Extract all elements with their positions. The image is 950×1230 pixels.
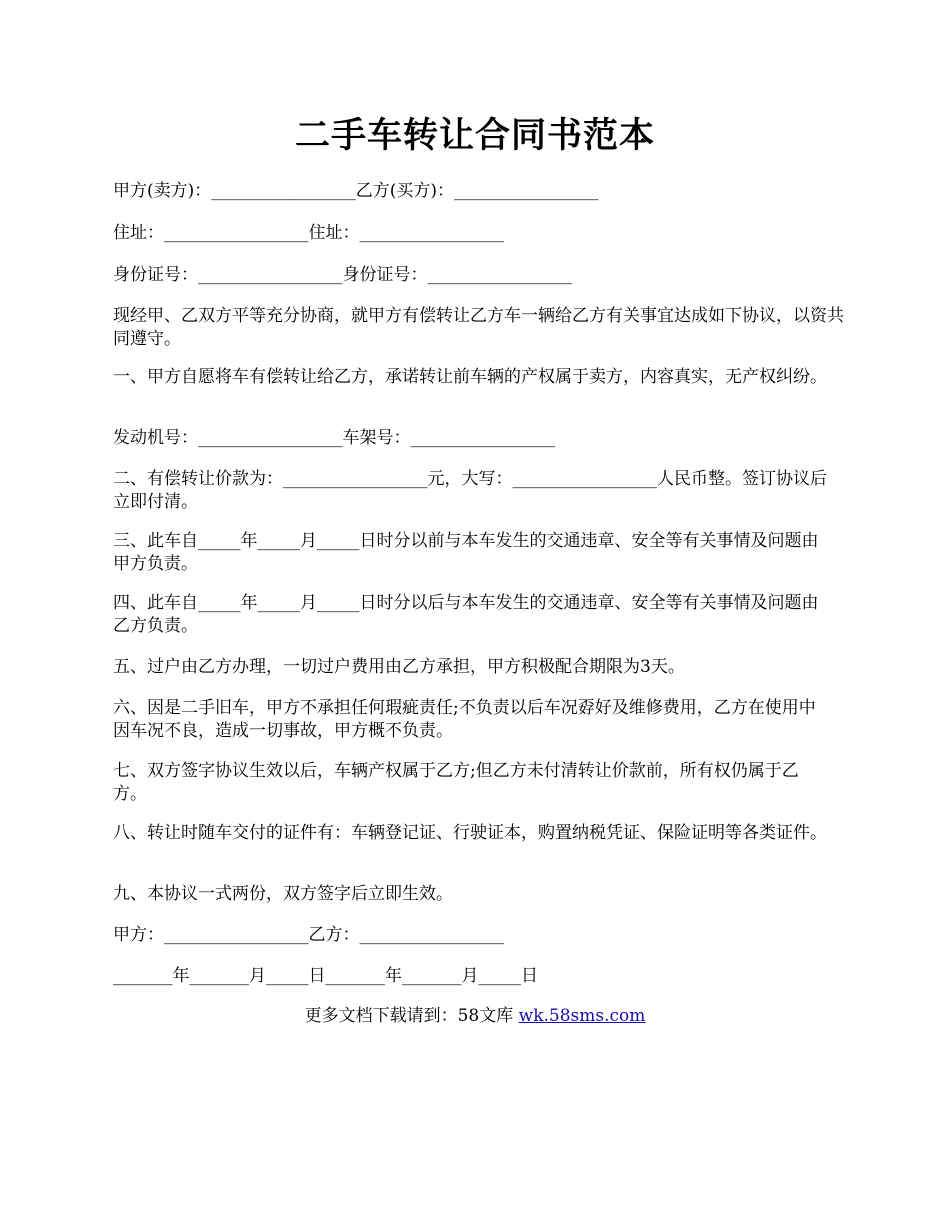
signature-line: 甲方：_________________乙方：_________________ bbox=[113, 925, 504, 945]
date-line: _______年_______月_____日_______年_______月_____日 bbox=[113, 966, 538, 986]
footer-text: 更多文档下载请到：58文库 bbox=[304, 1006, 519, 1026]
clause-7-paragraph: 七、双方签字协议生效以后，车辆产权属于乙方;但乙方未付清转让价款前，所有权仍属于乙方。 bbox=[113, 761, 799, 804]
footer bbox=[0, 1005, 950, 1028]
clause-6-paragraph: 六、因是二手旧车，甲方不承担任何瑕疵责任;不负责以后车况孬好及维修费用，乙方在使用中因车况不良，造成一切事故，甲方概不负责。 bbox=[113, 698, 816, 741]
clause-5-paragraph: 五、过户由乙方办理，一切过户费用由乙方承担，甲方积极配合期限为3天。 bbox=[113, 657, 685, 677]
address-line: 住址：_________________住址：_________________ bbox=[113, 223, 504, 243]
clause-2-paragraph: 二、有偿转让价款为：_________________元，大写：_________________人民币整。签订协议后立即付清。 bbox=[113, 469, 827, 512]
footer-link[interactable]: wk.58sms.com bbox=[518, 1006, 646, 1026]
clause-8-paragraph: 八、转让时随车交付的证件有：车辆登记证、行驶证本，购置纳税凭证、保险证明等各类证件。 bbox=[113, 823, 827, 843]
document-title: 二手车转让合同书范本 bbox=[294, 115, 655, 156]
clause-3-paragraph: 三、此车自_____年_____月_____日时分以前与本车发生的交通违章、安全等有关事情及问题由甲方负责。 bbox=[113, 531, 819, 574]
seller-buyer-line: 甲方(卖方)：_________________乙方(买方)：_________________ bbox=[113, 181, 599, 201]
engine-frame-number-line: 发动机号：_________________车架号：_________________ bbox=[113, 428, 555, 448]
clause-9-paragraph: 九、本协议一式两份，双方签字后立即生效。 bbox=[113, 884, 453, 904]
id-number-line: 身份证号：_________________身份证号：_________________ bbox=[113, 265, 572, 285]
clause-4-paragraph: 四、此车自_____年_____月_____日时分以后与本车发生的交通违章、安全等有关事情及问题由乙方负责。 bbox=[113, 593, 819, 636]
agreement-intro-paragraph: 现经甲、乙双方平等充分协商，就甲方有偿转让乙方车一辆给乙方有关事宜达成如下协议，以资共同遵守。 bbox=[113, 306, 844, 349]
clause-1-paragraph: 一、甲方自愿将车有偿转让给乙方，承诺转让前车辆的产权属于卖方，内容真实，无产权纠纷。 bbox=[113, 367, 827, 387]
